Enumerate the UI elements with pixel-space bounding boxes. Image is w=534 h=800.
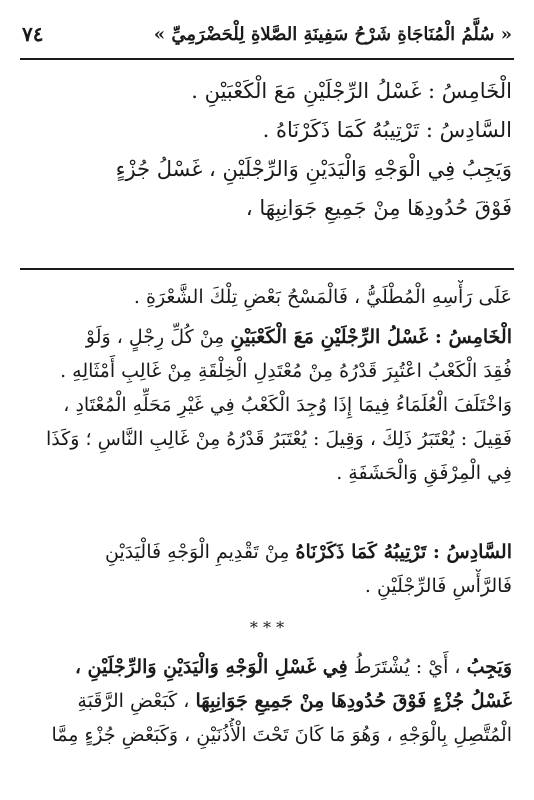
bold-matn-quote: فِي غَسْلِ الْوَجْهِ وَالْيَدَيْنِ وَالرِّجْلَيْنِ ، bbox=[74, 656, 348, 678]
bold-matn-quote: الْخَامِسُ : غَسْلُ الرِّجْلَيْنِ مَعَ الْكَعْبَيْنِ bbox=[230, 326, 512, 348]
sharh-line bbox=[22, 684, 512, 718]
matn-line: الْخَامِسُ : غَسْلُ الرِّجْلَيْنِ مَعَ الْكَعْبَيْنِ . bbox=[191, 79, 512, 103]
sharh-text: ، كَبَعْضِ الرَّقَبَةِ bbox=[77, 690, 196, 712]
page-header bbox=[22, 18, 512, 50]
matn-line: وَيَجِبُ فِي الْوَجْهِ وَالْيَدَيْنِ وَالرِّجْلَيْنِ ، غَسْلُ جُزْءٍ bbox=[115, 157, 512, 181]
sharh-text: ، أَيْ : يُشْتَرَطُ bbox=[347, 656, 467, 678]
sharh-paragraph-4 bbox=[22, 650, 512, 752]
sharh-paragraph-1 bbox=[22, 280, 512, 314]
page-number: ٧٤ bbox=[22, 22, 44, 46]
sharh-paragraph-2 bbox=[22, 320, 512, 490]
bold-matn-quote: وَيَجِبُ bbox=[466, 656, 512, 678]
sharh-line bbox=[22, 535, 512, 569]
header-rule bbox=[20, 58, 514, 60]
running-title: « سُلَّمُ الْمُنَاجَاةِ شَرْحُ سَفِينَةِ الصَّلاةِ لِلْحَضْرَمِيِّ » bbox=[153, 23, 512, 45]
sharh-line: عَلَى رَأْسِهِ الْمُطْلَيُّ ، فَالْمَسْحُ بَعْضِ تِلْكَ الشَّعْرَةِ . bbox=[133, 286, 512, 308]
sharh-paragraph-3 bbox=[22, 535, 512, 603]
sharh-line: فَالرَّأْسِ فَالرِّجْلَيْنِ . bbox=[364, 575, 512, 597]
divider-text: * * * bbox=[249, 618, 285, 637]
sharh-line: فَقِيلَ : يُعْتَبَرُ ذَلِكَ ، وَقِيلَ : يُعْتَبَرُ قَدْرُهُ مِنْ غَالِبِ النَّاسِ ؛ وَكَذَا bbox=[45, 428, 512, 450]
sharh-text: مِنْ تَقْدِيمِ الْوَجْهِ فَالْيَدَيْنِ bbox=[104, 541, 296, 563]
matn-line: فَوْقَ حُدُودِهَا مِنْ جَمِيعِ جَوَانِبِهَا ، bbox=[245, 196, 512, 220]
sharh-line bbox=[22, 320, 512, 354]
sharh-line: فِي الْمِرْفَقِ وَالْحَشَفَةِ . bbox=[336, 462, 512, 484]
sharh-line: فُقِدَ الْكَعْبُ اعْتُبِرَ قَدْرُهُ مِنْ مُعْتَدِلِ الْخِلْقَةِ مِنْ غَالِبِ أَمْثَالِهِ . bbox=[60, 360, 512, 382]
sharh-line: الْمُتَّصِلِ بِالْوَجْهِ ، وَهُوَ مَا كَانَ تَحْتَ الْأُذُنَيْنِ ، وَكَبَعْضِ جُزْءٍ مِمَّا bbox=[51, 724, 512, 746]
sharh-line: وَاخْتَلَفَ الْعُلَمَاءُ فِيمَا إِذَا وُجِدَ الْكَعْبُ فِي غَيْرِ مَحَلِّهِ الْمُعْتَادِ ، bbox=[63, 394, 512, 416]
matn-line: السَّادِسُ : تَرْتِيبُهُ كَمَا ذَكَرْنَاهُ . bbox=[262, 118, 512, 142]
matn-text bbox=[22, 72, 512, 228]
bold-matn-quote: السَّادِسُ : تَرْتِيبُهُ كَمَا ذَكَرْنَاهُ bbox=[295, 541, 512, 563]
bold-matn-quote: غَسْلُ جُزْءٍ فَوْقَ حُدُودِهَا مِنْ جَمِيعِ جَوَانِبِهَا bbox=[195, 690, 512, 712]
sharh-text: مِنْ كُلِّ رِجْلٍ ، وَلَوْ bbox=[85, 326, 231, 348]
sharh-line bbox=[22, 650, 512, 684]
matn-sharh-separator bbox=[20, 268, 514, 270]
section-divider bbox=[0, 618, 534, 637]
